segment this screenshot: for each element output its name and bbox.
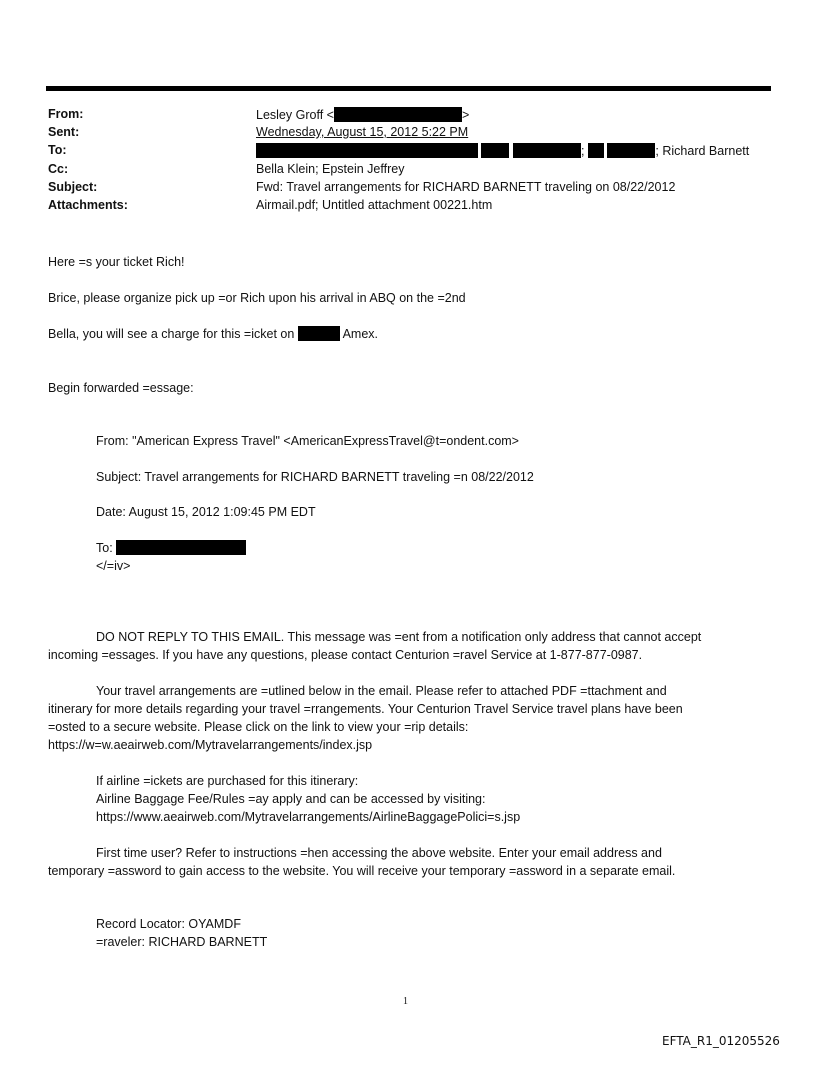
forwarded-to-label: To:	[96, 541, 113, 555]
to-recipient: ; Richard Barnett	[655, 144, 750, 158]
bates-number: EFTA_R1_01205526	[662, 1034, 780, 1048]
from-value	[256, 107, 469, 122]
notice-line: incoming =essages. If you have any questions, please contact Centurion =ravel Service at 1-877-877-0987.	[48, 648, 643, 662]
redaction-box	[481, 143, 509, 158]
record-locator: Record Locator: OYAMDF	[96, 917, 241, 931]
attachments-label: Attachments:	[48, 198, 128, 212]
body-line: Here =s your ticket Rich!	[48, 255, 185, 269]
body-line: Brice, please organize pick up =or Rich upon his arrival in ABQ on the =2nd	[48, 291, 466, 305]
forwarded-from: From: "American Express Travel" <AmericanExpressTravel@t=ondent.com>	[96, 434, 519, 448]
from-name: Lesley Groff <	[256, 108, 334, 122]
redaction-box	[607, 143, 655, 158]
from-label: From:	[48, 107, 84, 121]
baggage-link[interactable]: https://www.aeairweb.com/Mytravelarrangements/AirlineBaggagePolici=s.jsp	[96, 810, 521, 824]
page-number: 1	[403, 996, 408, 1007]
sent-label: Sent:	[48, 125, 80, 139]
subject-label: Subject:	[48, 180, 98, 194]
attachments-value: Airmail.pdf; Untitled attachment 00221.htm	[256, 198, 493, 212]
notice-line: itinerary for more details regarding your travel =rrangements. Your Centurion Travel Service travel plans have been	[48, 702, 683, 716]
itinerary-link[interactable]: https://w=w.aeairweb.com/Mytravelarrangements/index.jsp	[48, 738, 373, 752]
redaction-box	[334, 107, 462, 122]
notice-line: Your travel arrangements are =utlined below in the email. Please refer to attached PDF =ttachment and	[96, 684, 667, 698]
notice-line: =osted to a secure website. Please click on the link to view your =rip details:	[48, 720, 469, 734]
body-line	[48, 325, 378, 343]
notice-line: DO NOT REPLY TO THIS EMAIL. This message was =ent from a notification only address that cannot accept	[96, 630, 702, 644]
redaction-box	[588, 143, 604, 158]
redaction-box	[256, 143, 478, 158]
sent-value: Wednesday, August 15, 2012 5:22 PM	[256, 125, 469, 139]
to-value	[256, 143, 749, 158]
notice-line: temporary =assword to gain access to the website. You will receive your temporary =assword in a separate email.	[48, 864, 676, 878]
notice-line: Airline Baggage Fee/Rules =ay apply and can be accessed by visiting:	[96, 792, 486, 806]
redaction-box	[298, 326, 340, 341]
forwarded-date: Date: August 15, 2012 1:09:45 PM EDT	[96, 505, 316, 519]
body-line: Begin forwarded =essage:	[48, 381, 194, 395]
subject-value: Fwd: Travel arrangements for RICHARD BARNETT traveling on 08/22/2012	[256, 180, 676, 194]
body-text: Amex.	[342, 327, 379, 341]
from-close: >	[461, 108, 470, 122]
redaction-box	[116, 540, 246, 555]
forwarded-to	[96, 539, 246, 557]
body-text: Bella, you will see a charge for this =icket on	[48, 327, 295, 341]
cc-label: Cc:	[48, 162, 69, 176]
traveler-name: =raveler: RICHARD BARNETT	[96, 935, 268, 949]
div-close-text: </=iv>	[96, 559, 131, 573]
redaction-box	[513, 143, 581, 158]
to-separator: ;	[580, 144, 585, 158]
header-rule	[46, 86, 771, 91]
forwarded-subject: Subject: Travel arrangements for RICHARD BARNETT traveling =n 08/22/2012	[96, 470, 534, 484]
to-label: To:	[48, 143, 67, 157]
notice-line: First time user? Refer to instructions =hen accessing the above website. Enter your email address and	[96, 846, 662, 860]
cc-value: Bella Klein; Epstein Jeffrey	[256, 162, 405, 176]
notice-line: If airline =ickets are purchased for this itinerary:	[96, 774, 359, 788]
